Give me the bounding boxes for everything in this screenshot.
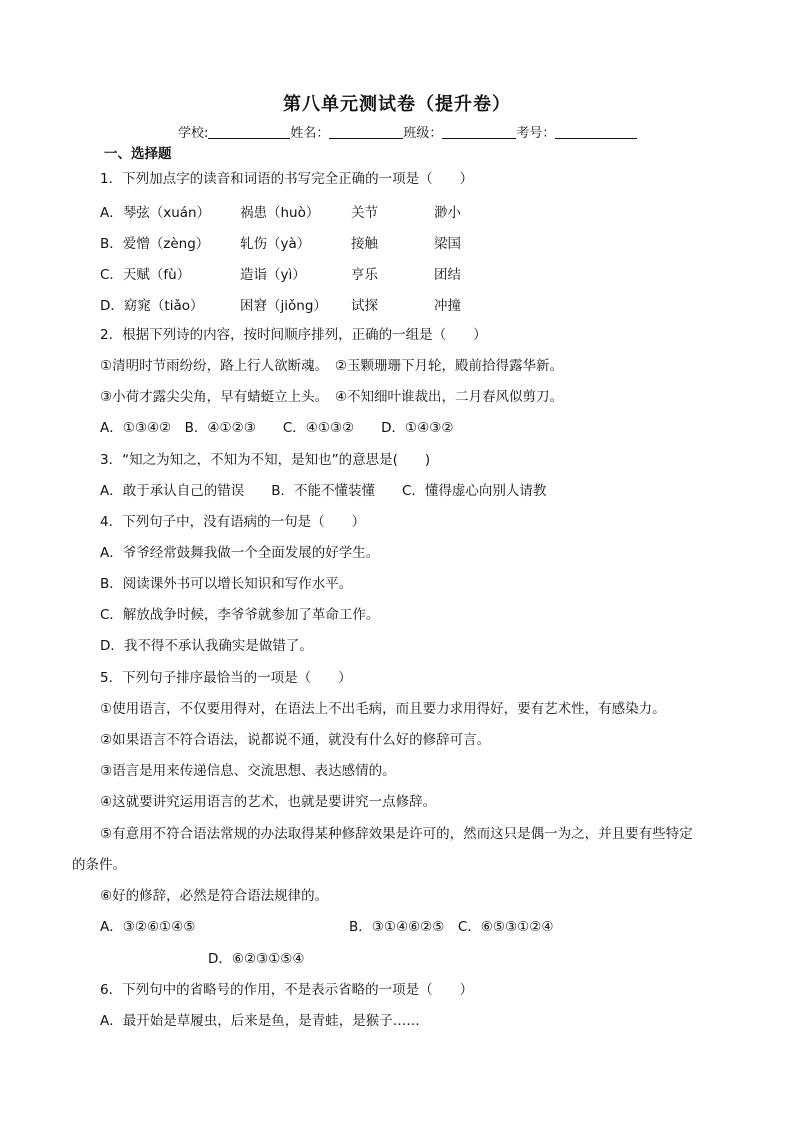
option-cell: 造诣（yì） xyxy=(240,267,306,283)
student-info-row xyxy=(178,122,637,141)
question-2-options[interactable]: A．①③④② B．④①②③ C．④①③② D．①④③② xyxy=(100,420,454,436)
question-5-option-a[interactable]: A．③②⑥①④⑤ xyxy=(100,919,196,935)
question-3-stem: 3．“知之为知之，不知为不知，是知也”的意思是( ) xyxy=(100,452,431,468)
exam-no-label: 考号： xyxy=(516,126,556,141)
question-5-option-b-c[interactable]: B．③①④⑥②⑤ C．⑥⑤③①②④ xyxy=(349,919,554,935)
question-5-sentence: ⑥好的修辞，必然是符合语法规律的。 xyxy=(100,888,329,904)
question-1-option-c[interactable] xyxy=(0,263,794,281)
name-blank[interactable] xyxy=(329,125,403,139)
question-3-options[interactable]: A．敢于承认自己的错误 B．不能不懂装懂 C．懂得虚心向别人请教 xyxy=(100,483,547,499)
option-cell: 渺小 xyxy=(434,205,461,221)
option-cell: 关节 xyxy=(351,205,378,221)
question-1-option-a[interactable] xyxy=(0,201,794,219)
option-cell: A．琴弦（xuán） xyxy=(100,205,211,221)
name-label: 姓名： xyxy=(290,126,330,141)
class-blank[interactable] xyxy=(442,125,516,139)
question-6-stem: 6．下列句中的省略号的作用，不是表示省略的一项是（ ） xyxy=(100,982,474,998)
option-cell: 困窘（jiǒng） xyxy=(240,298,327,314)
option-cell: 试探 xyxy=(351,298,378,314)
question-4-option-c[interactable]: C．解放战争时候，李爷爷就参加了革命工作。 xyxy=(100,607,380,623)
option-cell: 梁国 xyxy=(434,236,461,252)
school-label: 学校: xyxy=(178,126,209,141)
option-cell: 团结 xyxy=(434,267,461,283)
class-label: 班级： xyxy=(403,126,443,141)
school-blank[interactable] xyxy=(208,125,290,139)
option-cell: C．天赋（fù） xyxy=(100,267,191,283)
option-cell: 亨乐 xyxy=(351,267,378,283)
question-2-poem-line: ③小荷才露尖尖角，早有蜻蜓立上头。 ④不知细叶谁裁出，二月春风似剪刀。 xyxy=(100,389,563,405)
question-5-sentence: ①使用语言，不仅要用得对，在语法上不出毛病，而且要力求用得好，要有艺术性，有感染力。 xyxy=(100,701,666,717)
section-heading: 一、选择题 xyxy=(104,146,172,162)
option-cell: D．窈窕（tiǎo） xyxy=(100,298,204,314)
question-4-option-a[interactable]: A．爷爷经常鼓舞我做一个全面发展的好学生。 xyxy=(100,545,380,561)
question-2-stem: 2．根据下列诗的内容，按时间顺序排列，正确的一组是（ ） xyxy=(100,327,487,343)
page-title: 第八单元测试卷（提升卷） xyxy=(283,94,511,115)
question-4-stem: 4．下列句子中，没有语病的一句是（ ） xyxy=(100,514,366,530)
question-4-option-b[interactable]: B．阅读课外书可以增长知识和写作水平。 xyxy=(100,576,353,592)
option-cell: 接触 xyxy=(351,236,378,252)
question-1-option-d[interactable] xyxy=(0,294,794,312)
question-5-sentence: ⑤有意用不符合语法常规的办法取得某种修辞效果是许可的，然而这只是偶一为之，并且要有些特定 xyxy=(100,826,693,842)
question-5-option-d[interactable]: D．⑥②③①⑤④ xyxy=(208,951,305,967)
exam-no-blank[interactable] xyxy=(555,125,637,139)
question-5-sentence-cont: 的条件。 xyxy=(72,857,126,873)
question-5-sentence: ③语言是用来传递信息、交流思想、表达感情的。 xyxy=(100,763,396,779)
option-cell: B．爱憎（zèng） xyxy=(100,236,210,252)
question-4-option-d[interactable]: D．我不得不承认我确实是做错了。 xyxy=(100,638,313,654)
question-6-option-a[interactable]: A．最开始是草履虫，后来是鱼，是青蛙，是猴子…… xyxy=(100,1013,420,1029)
question-2-poem-line: ①清明时节雨纷纷，路上行人欲断魂。 ②玉颗珊珊下月轮，殿前拾得露华新。 xyxy=(100,358,563,374)
question-5-stem: 5．下列句子排序最恰当的一项是（ ） xyxy=(100,670,352,686)
option-cell: 祸患（huò） xyxy=(240,205,320,221)
question-1-option-b[interactable] xyxy=(0,232,794,250)
option-cell: 轧伤（yà） xyxy=(240,236,311,252)
option-cell: 冲撞 xyxy=(434,298,461,314)
question-5-sentence: ②如果语言不符合语法，说都说不通，就没有什么好的修辞可言。 xyxy=(100,732,491,748)
question-1-stem: 1．下列加点字的读音和词语的书写完全正确的一项是（ ） xyxy=(100,171,474,187)
question-5-sentence: ④这就要讲究运用语言的艺术，也就是要讲究一点修辞。 xyxy=(100,794,437,810)
